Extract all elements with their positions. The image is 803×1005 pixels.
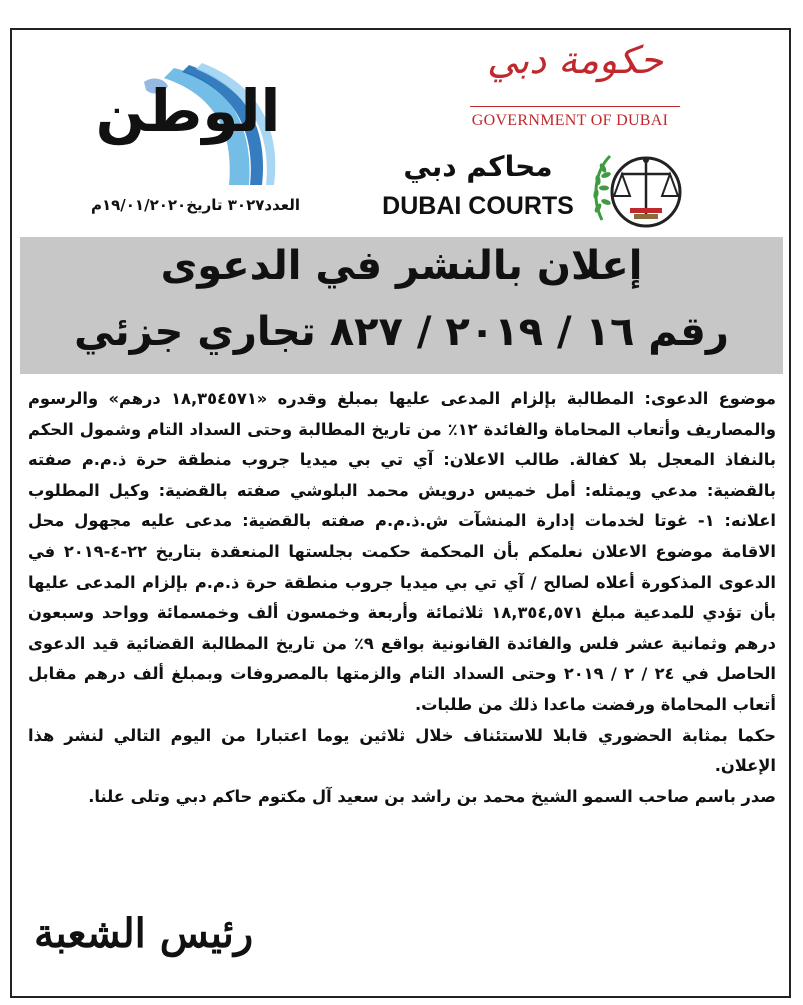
courts-name-en: DUBAI COURTS	[382, 192, 574, 220]
government-name-ar: حكومة دبي	[486, 38, 664, 82]
courts-name-ar: محاكم دبي	[403, 150, 553, 183]
issue-line: العدد٣٠٢٧ تاريخ١٩/٠١/٢٠٢٠م	[90, 196, 300, 214]
government-divider	[470, 106, 680, 107]
case-number: رقم ١٦ / ٢٠١٩ / ٨٢٧ تجاري جزئي	[74, 309, 729, 355]
dubai-courts-emblem-icon	[588, 138, 684, 234]
notice-paragraph-ruling: حكما بمثابة الحضوري قابلا للاستئناف خلال ثلاثين يوما اعتبارا من اليوم التالي لنشر هذا الإعلان.	[28, 725, 776, 776]
newspaper-name: الوطن	[95, 77, 281, 145]
notice-body	[28, 384, 776, 812]
government-name-en: GOVERNMENT OF DUBAI	[471, 112, 669, 129]
notice-paragraph-issued: صدر باسم صاحب السمو الشيخ محمد بن راشد بن سعيد آل مكتوم حاكم دبي وتلى علنا.	[88, 786, 776, 806]
signature-title: رئيس الشعبة	[34, 910, 254, 957]
notice-paragraph-main: موضوع الدعوى: المطالبة بإلزام المدعى عليها بمبلغ وقدره «١٨,٣٥٤٥٧١ درهم» والرسوم والمصاريف وأتعاب المحاماة والفائدة ١٢٪ من تاريخ المطالبة وحتى السداد التام وشمول الحكم بالنفاذ المعجل بلا كفالة. طالب الاعلان: آي تي بي ميديا جروب منطقة حرة ذ.م.م صفته بالقضية: مدعي ويمثله: أمل خميس درويش محمد البلوشي صفته بالقضية: وكيل المطلوب اعلانه: ١- غوتا لخدمات إدارة المنشآت ش.ذ.م.م صفته بالقضية: مدعى عليه مجهول محل الاقامة موضوع الاعلان نعلمكم بأن المحكمة حكمت بجلستها المنعقدة بتاريخ ٢٢-٤-٢٠١٩ في الدعوى المذكورة أعلاه لصالح / آي تي بي ميديا جروب منطقة حرة ذ.م.م بإلزام المدعى عليها بأن تؤدي للمدعية مبلغ ١٨,٣٥٤,٥٧١ ثلاثمائة وأربعة وخمسون ألف وخمسمائة وواحد وسبعون درهم وثمانية عشر فلس والفائدة القانونية بواقع ٩٪ من تاريخ المطالبة القضائية قيد الدعوى الحاصل في ٢٤ / ٢ / ٢٠١٩ وحتى السداد التام والزمتها بالمصروفات وبمبلغ ألف درهم مقابل أتعاب المحاماة ورفضت ماعدا ذلك من طلبات.	[28, 389, 777, 714]
notice-headline: إعلان بالنشر في الدعوى	[160, 243, 643, 289]
